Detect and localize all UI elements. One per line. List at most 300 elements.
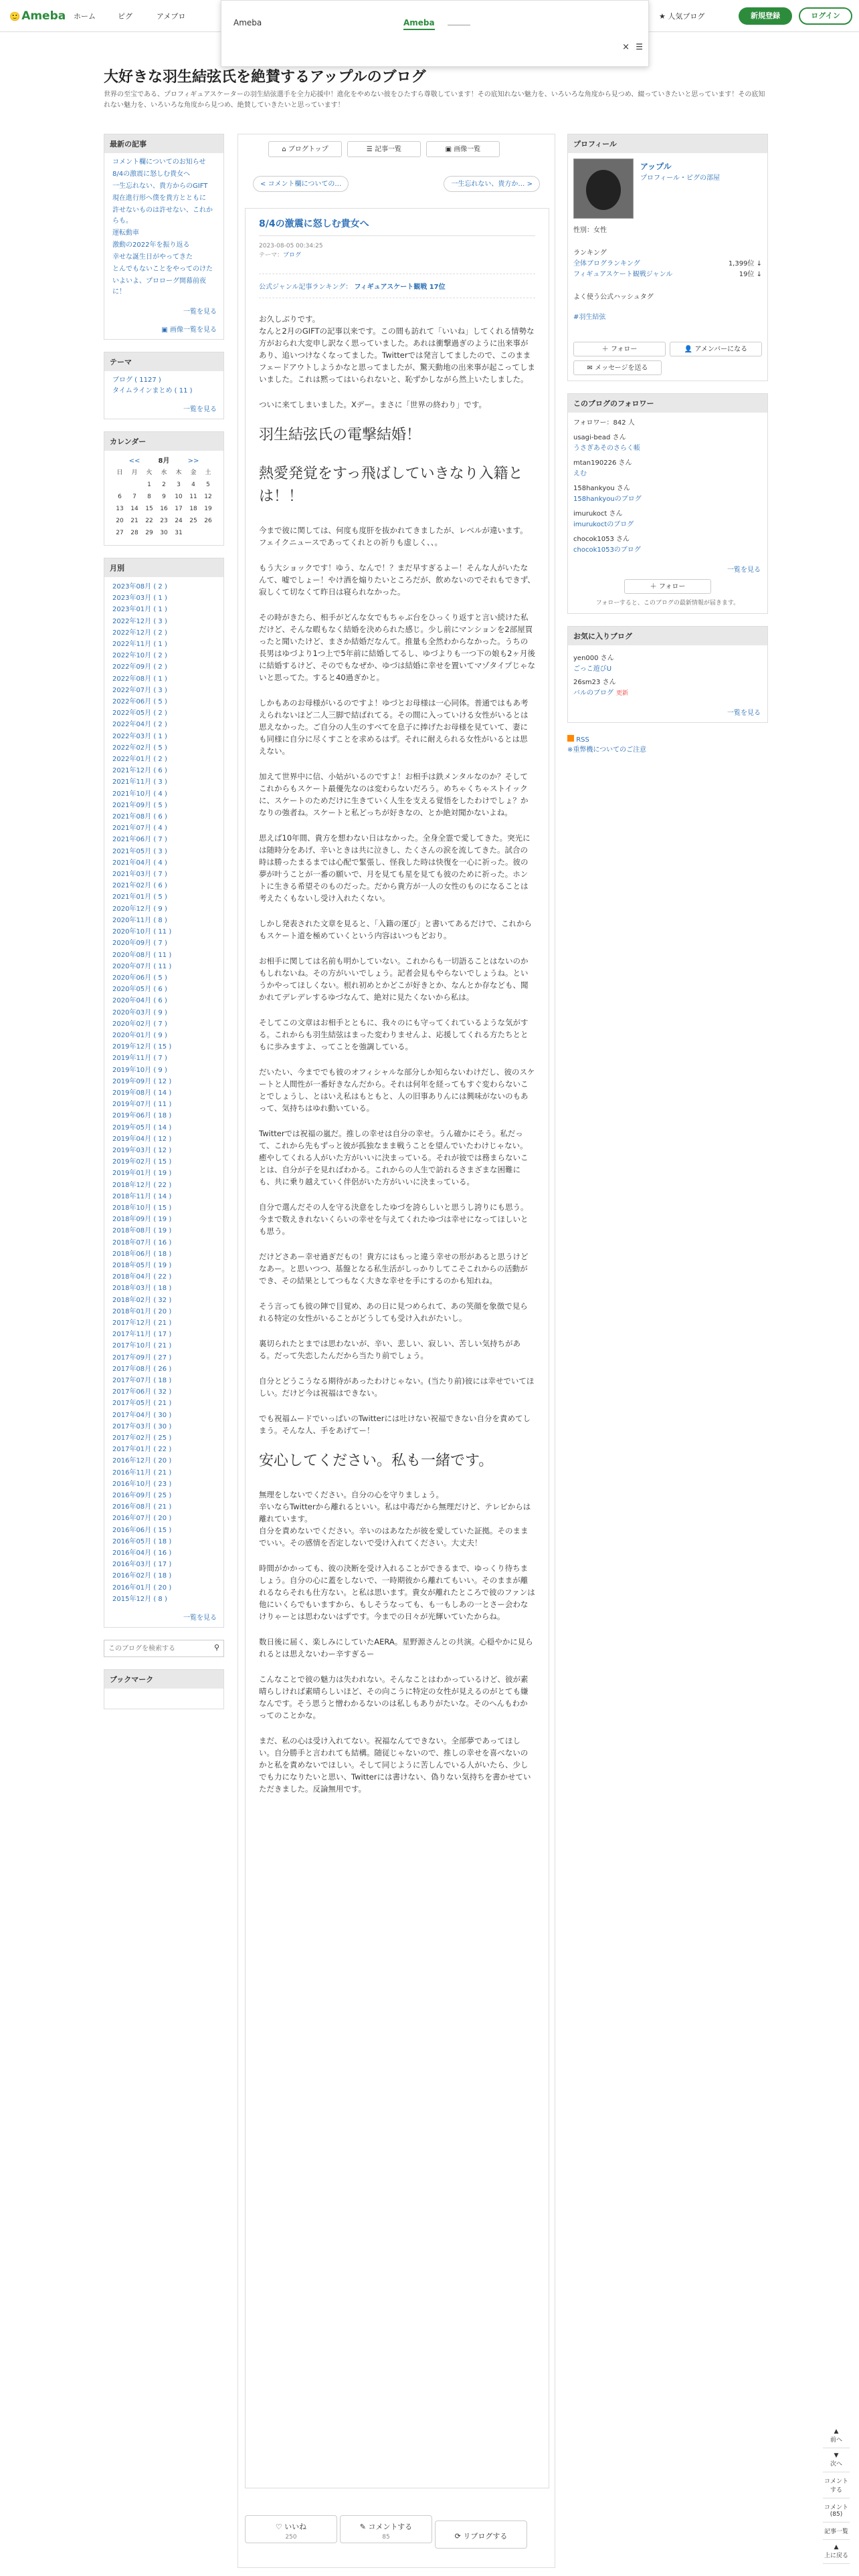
monthly-archive-item[interactable]: 2016年01月 ( 20 ) — [112, 1584, 172, 1592]
follower-name: 158hankyou さん — [573, 485, 630, 492]
search-icon[interactable]: ⚲ — [213, 1643, 219, 1652]
monthly-archive-item[interactable]: 2020年08月 ( 11 ) — [112, 951, 172, 959]
monthly-archive-item[interactable]: 2018年01月 ( 20 ) — [112, 1307, 172, 1315]
monthly-archive-item[interactable]: 2017年10月 ( 21 ) — [112, 1342, 172, 1350]
theme-header: テーマ — [104, 352, 223, 371]
favorites-header: お気に入りブログ — [568, 627, 767, 645]
monthly-archive-item[interactable]: 2023年01月 ( 1 ) — [112, 606, 167, 614]
monthly-archive-item[interactable]: 2017年12月 ( 21 ) — [112, 1319, 172, 1327]
follow-button[interactable]: ＋ フォロー — [573, 342, 666, 356]
monthly-archive-item[interactable]: 2019年07月 ( 11 ) — [112, 1101, 172, 1109]
monthly-archive-item[interactable]: 2016年09月 ( 25 ) — [112, 1492, 172, 1500]
follower-name: mtan190226 さん — [573, 459, 632, 467]
monthly-archive-item[interactable]: 2018年05月 ( 19 ) — [112, 1261, 172, 1269]
calendar-weekday: 木 — [175, 469, 182, 476]
calendar-day[interactable]: 23 — [160, 518, 168, 524]
profile-body — [568, 153, 767, 381]
image-list-button[interactable]: ▣ 画像一覧 — [426, 141, 500, 157]
monthly-archive-item[interactable]: 2021年01月 ( 5 ) — [112, 893, 167, 901]
calendar-day[interactable]: 27 — [116, 530, 124, 536]
article-heading: 安心してください。私も一緒です。 — [259, 1453, 494, 1469]
blog-description: 世界の至宝である、プロフィギュアスケーターの羽生結弦選手を全力応援中！進化をやめない彼をひたすら尊敬しています！その底知れない魅力を、いろいろな角度から見つめ、綴っていきたいと思っています！その底知れない魅力を、いろいろな角度から見つめ、絶賛していきたいと思っています！ — [104, 91, 765, 109]
calendar-day[interactable]: 21 — [130, 518, 138, 524]
article-heading: 熱愛発覚をすっ飛ばしていきなり入籍とは！！ — [259, 465, 523, 505]
calendar-next[interactable]: >> — [187, 457, 199, 465]
monthly-archive-item[interactable]: 2016年08月 ( 21 ) — [112, 1503, 172, 1511]
bookmark-header: ブックマーク — [104, 1670, 223, 1689]
recent-posts-box — [104, 134, 224, 340]
monthly-archive-item[interactable]: 2016年11月 ( 21 ) — [112, 1469, 172, 1477]
article-paragraph: その時がきたら、相手がどんな女でもちゃぶ台をひっくり返すと言い続けた私だけど、そんな暇もなく結婚を決められた感じ。少し前にマンションを2部屋買ったと聞いたけど、まさか結婚だなんて。推量も全然わからなかった。うちの長男はゆづより1つ上で5年前に結婚してるし、ゆづよりも一つ下の娘も2ヶ月後に結婚するけど、そのでもなぜか、ゆづは結婚に幸せを置いてマゾタイプじゃないと思ってた。すると40過ぎかと。 — [259, 613, 535, 682]
follower-blog[interactable]: えむ — [573, 470, 587, 477]
monthly-archive-item[interactable]: 2019年09月 ( 12 ) — [112, 1077, 172, 1085]
article-body-2 — [259, 524, 535, 1436]
monthly-archive-item[interactable]: 2018年12月 ( 22 ) — [112, 1181, 172, 1189]
monthly-archive-item[interactable]: 2021年07月 ( 4 ) — [112, 825, 167, 833]
hashtag-link[interactable]: #羽生結弦 — [573, 314, 606, 321]
monthly-archive-item[interactable]: 2017年09月 ( 27 ) — [112, 1354, 172, 1362]
genre-ranking: 公式ジャンル記事ランキング： フィギュアスケート観戦 17位 — [259, 274, 535, 298]
recent-more-link[interactable]: 一覧を見る — [183, 308, 217, 316]
monthly-archive-item[interactable]: 2021年12月 ( 6 ) — [112, 767, 167, 775]
calendar-weekday: 火 — [146, 469, 153, 476]
article-paragraph: しかもあのお母様がいるのですよ！ゆづとお母様は一心同体。普通ではもあ考えられないほど二人三脚で結ばれてる。その間に入っていける女性がいるとは思えなかった。ご自分の人生のすべてを息子に捧げたお母様を見ていて、妻にも同様に自分に尽くすことを求めるはず。それに耐えられる女性がいるとは思えない。 — [259, 698, 529, 756]
calendar-day[interactable]: 5 — [206, 481, 210, 488]
recent-post-item[interactable]: 現在進行形へ僕を貴方とともに — [112, 195, 206, 202]
monthly-box — [104, 558, 224, 1628]
monthly-archive-item[interactable]: 2019年03月 ( 12 ) — [112, 1146, 172, 1154]
blog-top-button[interactable]: ⌂ ブログトップ — [268, 141, 342, 157]
favorite-name: 26sm23 さん — [573, 679, 616, 686]
member-button[interactable]: 👤 アメンバーになる — [670, 342, 762, 356]
monthly-archive-item[interactable]: 2017年01月 ( 22 ) — [112, 1446, 172, 1454]
calendar-day[interactable]: 8 — [147, 494, 151, 500]
article-paragraph: でも祝福ムードでいっぱいのTwitterには吐けない祝福できない自分を責めてしまう。そんな人、手をあげてー！ — [259, 1414, 531, 1435]
follower-name: imurukoct さん — [573, 510, 623, 518]
article-paragraph: だけどさあー幸せ過ぎだもの！貴方にはもっと違う幸せの形があると思うけどなあー。と思いつつ、基盤となる私生活がしっかりしてこそこれからの活動ができ、その結果としてつもなく大きな幸せを手にするのかも知れね。 — [259, 1252, 529, 1285]
monthly-archive-item[interactable]: 2022年05月 ( 2 ) — [112, 710, 167, 718]
article-meta — [259, 241, 535, 260]
comment-count-nav[interactable]: コメント(85) — [823, 2498, 850, 2523]
calendar-day[interactable]: 31 — [175, 530, 183, 536]
article-paragraph: まだ、私の心は受け入れてない。祝福なんてできない。全部夢であってほしい。自分勝手と言われても結構。随従じゃないので、推しの幸せを喜べないのかと私を責めないでほしい。そして同じように苦しんでいる人がいたら、少しでも力になりたいと思い、Twitterには書けない、偽りない気持ちを書かせていただきました。反論無用です。 — [259, 1736, 531, 1794]
ranking-genre: フィギュアスケート観戦ジャンル 19位 ↓ — [573, 270, 762, 280]
ameba-logo[interactable]: 🙂 Ameba — [9, 9, 66, 23]
nav-pigg[interactable]: ピグ — [118, 12, 132, 21]
image-more-link[interactable] — [104, 321, 223, 339]
monthly-archive-item[interactable]: 2020年02月 ( 7 ) — [112, 1020, 167, 1028]
calendar-month: 8月 — [158, 457, 170, 465]
calendar-day — [113, 479, 126, 490]
monthly-archive-item[interactable]: 2022年01月 ( 2 ) — [112, 756, 167, 764]
reblog-icon: ⟳ — [454, 2532, 464, 2541]
monthly-archive-item[interactable]: 2022年09月 ( 2 ) — [112, 663, 167, 671]
monthly-archive-item[interactable]: 2016年07月 ( 20 ) — [112, 1515, 172, 1523]
favorite-name: yen000 さん — [573, 655, 614, 662]
favorite-blog[interactable]: ごっこ遊びU — [573, 665, 612, 673]
right-sidebar — [567, 134, 768, 755]
recent-post-item[interactable]: コメント欄についてのお知らせ — [112, 158, 206, 166]
monthly-archive-item[interactable]: 2022年07月 ( 3 ) — [112, 686, 167, 694]
monthly-archive-item[interactable]: 2018年02月 ( 32 ) — [112, 1296, 172, 1304]
monthly-archive-item[interactable]: 2016年05月 ( 18 ) — [112, 1537, 172, 1545]
article — [245, 208, 549, 2488]
follower-blog[interactable]: うさぎあそのさらく帳 — [573, 445, 640, 452]
calendar-day[interactable]: 6 — [118, 494, 122, 500]
follower-item[interactable] — [573, 509, 762, 530]
monthly-archive-item[interactable]: 2019年11月 ( 7 ) — [112, 1055, 167, 1063]
monthly-archive-item[interactable]: 2020年05月 ( 6 ) — [112, 986, 167, 994]
next-nav[interactable]: ▼ 次へ — [823, 2448, 850, 2472]
calendar-day — [128, 479, 141, 490]
monthly-archive-item[interactable]: 2022年12月 ( 3 ) — [112, 617, 167, 625]
genre-ranking-link[interactable]: フィギュアスケート観戦 17位 — [354, 284, 446, 291]
monthly-archive-item[interactable]: 2020年10月 ( 11 ) — [112, 928, 172, 936]
calendar-day[interactable]: 25 — [189, 518, 197, 524]
calendar-day[interactable]: 9 — [162, 494, 166, 500]
theme-item[interactable]: ブログ ( 1127 ) — [112, 377, 161, 384]
recent-post-item[interactable]: 8/4の激震に怒しむ貴女へ — [112, 171, 191, 178]
article-date: 2023-08-05 00:34:25 — [259, 243, 323, 249]
prev-article-link[interactable]: < コメント欄についての… — [253, 176, 349, 192]
recent-post-item[interactable]: 幸せな誕生日がやってきた — [112, 253, 193, 261]
article-paragraph: 加えて世界中に信、小姑がいるのですよ！お相手は鉄メンタルなのか？そしてこれからもスケート最優先なのは変わらないだろう。めちゃくちゃストイックに、スケートのためだけに生きていく人生を支える覚悟をしたわけでしょ？かなりの強者ね。スケートと私どっちが好きなの、とか絶対聞かないよね。 — [259, 772, 529, 817]
monthly-more-link[interactable]: 一覧を見る — [183, 1614, 217, 1622]
monthly-archive-item[interactable]: 2016年04月 ( 16 ) — [112, 1549, 172, 1558]
avatar[interactable] — [573, 158, 634, 219]
next-article-link[interactable]: 一生忘れない、貴方か… > — [444, 176, 540, 192]
calendar-day[interactable]: 7 — [132, 494, 136, 500]
recent-posts-header: 最新の記事 — [104, 134, 223, 153]
monthly-archive-item[interactable]: 2020年06月 ( 5 ) — [112, 974, 167, 982]
theme-link[interactable]: ブログ — [283, 252, 302, 259]
monthly-archive-item[interactable]: 2016年12月 ( 20 ) — [112, 1457, 172, 1465]
follow-button-2[interactable]: ＋ フォロー — [624, 579, 711, 594]
monthly-archive-item[interactable]: 2016年06月 ( 15 ) — [112, 1526, 172, 1534]
article-paragraph: 裏切られたとまでは思わないが、辛い、悲しい、寂しい、苦しい気持ちがある。だって失恋したんだから当たり前でしょう。 — [259, 1339, 520, 1360]
theme-more-link[interactable]: 一覧を見る — [183, 406, 217, 413]
hashtag-label: よく使う公式ハッシュタグ — [573, 294, 654, 301]
calendar-day[interactable]: 30 — [160, 530, 168, 536]
blog-title[interactable]: 大好きな羽生結弦氏を絶賛するアップルのブログ — [104, 69, 426, 86]
monthly-archive-item[interactable]: 2023年03月 ( 1 ) — [112, 595, 167, 603]
monthly-archive-item[interactable]: 2022年02月 ( 5 ) — [112, 744, 167, 752]
rss-note[interactable]: ※重弊機についてのご注意 — [567, 746, 647, 754]
rss-link[interactable]: RSS — [576, 736, 589, 744]
monthly-archive-item[interactable]: 2020年09月 ( 7 ) — [112, 940, 167, 948]
monthly-archive-item[interactable]: 2018年08月 ( 19 ) — [112, 1227, 172, 1235]
article-title[interactable]: 8/4の激震に怒しむ貴女へ — [259, 217, 535, 236]
article-paragraph: 自分で選んだその人を守る決意をしたゆづを誇らしいと思うし誇りにも思う。今まで数えきれないくらいの幸せを与えてくれたゆづは幸せになってほしいとも思う。 — [259, 1202, 529, 1236]
monthly-archive-item[interactable]: 2022年12月 ( 2 ) — [112, 629, 167, 637]
theme-list — [104, 371, 223, 401]
calendar-day[interactable]: 15 — [145, 506, 153, 512]
monthly-archive-item[interactable]: 2019年02月 ( 15 ) — [112, 1158, 172, 1166]
like-button[interactable]: ♡ いいね 250 — [245, 2515, 337, 2543]
article-paragraph: Twitterでは祝福の嵐だ。推しの幸せは自分の幸せ。うん確かにそう。私だって、これから先もずっと彼が孤独なまま戦うことを望んでいたわけじゃない。癒やしてくれる人がいた方がいいに決まっている。それが彼では務まらないことは、自分が子を見ればわかる。これからの人生で訪れるさまざまな困難にも、共に乗り越えていく伴侶がいた方がいいに決まっている。 — [259, 1129, 529, 1186]
calendar-day[interactable]: 18 — [189, 506, 197, 512]
calendar-header: カレンダー — [104, 432, 223, 451]
ranking-all: 全体ブログランキング 1,399位 ↓ — [573, 259, 762, 270]
menu-icon[interactable]: ☰ — [636, 42, 643, 51]
like-count: 250 — [285, 2534, 297, 2541]
article-list-nav[interactable]: 記事一覧 — [823, 2523, 850, 2540]
article-paragraph: 無理をしないでください。自分の心を守りましょう。 辛いならTwitterから離れるといい。私は中毒だから無理だけど、テレビからは離れています。 自分を責めないでください。辛いのはあなたが彼を愛していた証拠。そのままでいい。その感情を否定しないで受け入れてください。大丈夫！ — [259, 1490, 531, 1547]
monthly-archive-item[interactable]: 2019年05月 ( 14 ) — [112, 1123, 172, 1132]
calendar-day[interactable]: 22 — [145, 518, 153, 524]
article-paragraph: そしてこの文章はお相手とともに、我々のにも守ってくれているような気がする。これからも羽生結弦はまった変わりませんよ、応援してくれる方たちとともに歩みますよ、ってことを強調している。 — [259, 1018, 529, 1051]
followers-box — [567, 393, 768, 614]
monthly-archive-item[interactable]: 2020年04月 ( 6 ) — [112, 997, 167, 1005]
ranking-genre-link[interactable]: フィギュアスケート観戦ジャンル — [573, 271, 673, 278]
monthly-archive-item[interactable]: 2016年10月 ( 23 ) — [112, 1480, 172, 1488]
monthly-archive-item[interactable]: 2017年08月 ( 26 ) — [112, 1365, 172, 1373]
calendar-day[interactable]: 26 — [204, 518, 212, 524]
monthly-archive-item[interactable]: 2023年08月 ( 2 ) — [112, 583, 167, 591]
article-actions — [245, 2515, 549, 2549]
calendar-day[interactable]: 10 — [175, 494, 183, 500]
monthly-archive-item[interactable]: 2017年06月 ( 32 ) — [112, 1388, 172, 1396]
recent-post-item[interactable]: とんでもないことをやってのけた — [112, 265, 213, 273]
monthly-archive-item[interactable]: 2018年04月 ( 22 ) — [112, 1273, 172, 1281]
monthly-archive-item[interactable]: 2016年02月 ( 18 ) — [112, 1572, 172, 1580]
theme-box — [104, 352, 224, 419]
favorite-item[interactable] — [573, 653, 762, 675]
follower-name: chocok1053 さん — [573, 536, 630, 543]
monthly-archive-item[interactable]: 2021年06月 ( 7 ) — [112, 836, 167, 844]
followers-header: このブログのフォロワー — [568, 394, 767, 413]
calendar-weekday: 水 — [161, 469, 167, 476]
article-paragraph: もう大ショックです！ゆう、なんで！？まだ早すぎるよー！そんな人がいたなんて、嘘でしょー！やけ酒を煽りたいところだが、飲めないのでそれもできず、寂しくて切なくて昨日は寝られなかった。 — [259, 563, 535, 597]
monthly-archive-item[interactable]: 2021年09月 ( 5 ) — [112, 801, 167, 809]
calendar-day[interactable]: 16 — [160, 506, 168, 512]
monthly-archive-item[interactable]: 2017年04月 ( 30 ) — [112, 1411, 172, 1419]
calendar-day[interactable]: 13 — [116, 506, 124, 512]
prev-nav[interactable]: ▲ 前へ — [823, 2424, 850, 2448]
monthly-archive-item[interactable]: 2017年11月 ( 17 ) — [112, 1331, 172, 1339]
calendar-day[interactable]: 2 — [162, 481, 166, 488]
monthly-archive-item[interactable]: 2018年07月 ( 16 ) — [112, 1239, 172, 1247]
followers-more-link[interactable]: 一覧を見る — [727, 566, 761, 574]
calendar-day[interactable]: 24 — [175, 518, 183, 524]
article-paragraph: そう言っても彼の陣で目覚め、あの日に見つめられて、あの笑顔を象徴で見られる特定の女性がいることがどうしても受け入れがたいし。 — [259, 1301, 528, 1323]
nav-home[interactable]: ホーム — [74, 12, 96, 21]
monthly-archive-item[interactable]: 2018年06月 ( 18 ) — [112, 1250, 172, 1258]
calendar-weekday: 金 — [190, 469, 197, 476]
article-paragraph: 自分とどうこうなる期待があったわけじゃない。(当たり前)彼には幸せでいてほしい。だけど今は祝福はできない。 — [259, 1376, 535, 1398]
article-paragraph: こんなことで彼の魅力は失われない。そんなことはわかっているけど、彼が素晴らしければ素晴らしいほど、その向こうに特定の女性が見えるのがとても嫌なんです。そう思うと憎わかるないのは私しもありがたいな。そのへんもわかってのことかな。 — [259, 1675, 529, 1720]
recent-post-item[interactable]: いよいよ、プロローグ開幕前夜に！ — [112, 278, 206, 296]
monthly-archive-item[interactable]: 2017年02月 ( 25 ) — [112, 1434, 172, 1442]
follower-item[interactable] — [573, 534, 762, 556]
profile-links[interactable]: プロフィール・ピグの部屋 — [640, 175, 720, 182]
comment-nav[interactable]: コメントする — [823, 2472, 850, 2498]
favorite-blog[interactable]: バルのブログ — [573, 689, 613, 697]
monthly-archive-item[interactable]: 2020年12月 ( 9 ) — [112, 905, 167, 913]
monthly-archive-item[interactable]: 2016年03月 ( 17 ) — [112, 1561, 172, 1569]
monthly-archive-item[interactable]: 2019年10月 ( 9 ) — [112, 1066, 167, 1074]
calendar-table — [112, 466, 216, 540]
floating-nav — [823, 2424, 850, 2564]
calendar-weekday: 月 — [131, 469, 138, 476]
calendar-nav — [104, 451, 223, 466]
monthly-archive-item[interactable]: 2019年12月 ( 15 ) — [112, 1043, 172, 1051]
favorites-more-link[interactable]: 一覧を見る — [727, 710, 761, 717]
monthly-archive-item[interactable]: 2022年06月 ( 5 ) — [112, 698, 167, 706]
article-paragraph: 数日後に届く、楽しみにしていたAERA。星野源さんとの共演。心穏やかに見られるとは思えないわー辛すぎるー — [259, 1637, 533, 1658]
monthly-archive-item[interactable]: 2021年04月 ( 4 ) — [112, 859, 167, 867]
calendar-day[interactable]: 28 — [130, 530, 138, 536]
profile-box — [567, 134, 768, 381]
follower-item[interactable] — [573, 433, 762, 454]
rss-icon — [567, 735, 574, 742]
calendar-day[interactable]: 29 — [145, 530, 153, 536]
followers-list — [568, 413, 767, 561]
article-paragraph: 思えば10年間、貴方を想わない日はなかった。全身全霊で愛してきた。突光には随時分をあげ、辛いときは共に泣きし、たくさんの涙を流してきた。試合の時は勝ったまるまでは心配で緊張し、怪我した時は快復を一心に祈った。彼の夢が叶うことが一番の願いで、月を見ても星を見ても彼のために祈った。ホントに生きる希望そのものだった。だから貴方が一人の女性のものになることは考えたくもないし受け入れたくない。 — [259, 833, 531, 903]
comment-count: 85 — [382, 2534, 390, 2541]
favorite-item[interactable] — [573, 677, 762, 699]
monthly-archive-item[interactable]: 2019年04月 ( 12 ) — [112, 1135, 172, 1143]
monthly-archive-item[interactable]: 2019年08月 ( 14 ) — [112, 1089, 172, 1097]
monthly-archive-item[interactable]: 2018年09月 ( 19 ) — [112, 1216, 172, 1224]
favorites-box — [567, 626, 768, 723]
monthly-archive-item[interactable]: 2021年03月 ( 7 ) — [112, 871, 167, 879]
calendar-prev[interactable]: << — [128, 457, 140, 465]
calendar-box — [104, 431, 224, 546]
follower-blog[interactable]: imurukoctのブログ — [573, 521, 634, 528]
profile-header: プロフィール — [568, 134, 767, 153]
signup-button[interactable]: 新規登録 — [739, 7, 792, 25]
profile-name[interactable]: アップル — [640, 162, 672, 171]
popup-brand[interactable]: Ameba — [403, 18, 435, 30]
calendar-day — [187, 528, 200, 538]
article-heading: 羽生結弦氏の電撃結婚！ — [259, 427, 421, 443]
close-icon[interactable]: × — [622, 42, 630, 52]
monthly-archive-item[interactable]: 2017年05月 ( 21 ) — [112, 1400, 172, 1408]
calendar-day[interactable]: 11 — [189, 494, 197, 500]
monthly-archive-item[interactable]: 2019年06月 ( 18 ) — [112, 1112, 172, 1120]
reblog-button[interactable]: ⟳ リブログする — [435, 2520, 527, 2549]
ranking-label: ランキング — [573, 249, 607, 257]
calendar-day[interactable]: 3 — [177, 481, 181, 488]
theme-item[interactable]: タイムラインまとめ ( 11 ) — [112, 387, 193, 395]
profile-gender: 性別：女性 — [573, 227, 607, 234]
left-sidebar — [104, 134, 224, 1721]
calendar-weekday: 日 — [116, 469, 123, 476]
monthly-archive-item[interactable]: 2022年04月 ( 2 ) — [112, 721, 167, 729]
popup-title: Ameba — [233, 18, 262, 27]
monthly-archive-item[interactable]: 2020年11月 ( 8 ) — [112, 916, 167, 924]
monthly-archive-item[interactable]: 2019年01月 ( 19 ) — [112, 1170, 172, 1178]
follower-count: フォロワー：842 人 — [573, 419, 635, 427]
comment-icon: ✎ — [359, 2523, 369, 2531]
message-button[interactable]: ✉ メッセージを送る — [573, 360, 662, 375]
article-paragraph: お久しぶりです。 なんと2月のGIFTの記事以来です。この間も訪れて「いいね」してくれる情勢な方がおられ大変申し訳なく思っていました。あれは衝撃過ぎのように出来事があり、追いつけなくなってました。Twitterでは発言してましたので、このままフェードアウトしようかなと思ってましたが、驚天動地の出来事が起こってしまいました。これは黙ってはいられないと、恥ずかしながら然上いたしました。 — [259, 314, 535, 384]
recent-post-item[interactable]: 激動の2022年を振り返る — [112, 241, 190, 249]
monthly-archive-item[interactable]: 2017年07月 ( 18 ) — [112, 1377, 172, 1385]
image-more-label: 画像一覧を見る — [170, 326, 217, 334]
monthly-archive-item[interactable]: 2022年08月 ( 1 ) — [112, 675, 167, 683]
popular-blog-label: 人気ブログ — [668, 12, 705, 21]
monthly-archive-item[interactable]: 2018年11月 ( 14 ) — [112, 1192, 172, 1200]
monthly-archive-item[interactable]: 2017年03月 ( 30 ) — [112, 1422, 172, 1430]
calendar-day[interactable]: 20 — [116, 518, 124, 524]
bookmark-box — [104, 1669, 224, 1709]
article-paragraph: ついに来てしまいました。Xデー。まさに「世界の終わり」です。 — [259, 400, 486, 409]
article-body-3 — [259, 1489, 535, 1795]
article-paragraph: しかし発表された文章を見ると、「入籍の運び」と書いてあるだけで、これからもスケート道を極めていくという内容はいつもどおり。 — [259, 919, 533, 940]
follower-name: usagi-bead さん — [573, 434, 626, 441]
follower-blog[interactable]: 158hankyouのブログ — [573, 496, 642, 503]
blog-search — [104, 1640, 224, 1657]
monthly-archive-item[interactable]: 2021年05月 ( 3 ) — [112, 847, 167, 855]
image-icon: ▣ — [161, 326, 170, 334]
ranking-all-link[interactable]: 全体ブログランキング — [573, 260, 640, 267]
calendar-day — [201, 528, 215, 538]
update-badge: 更新 — [616, 690, 629, 697]
calendar-day[interactable]: 1 — [147, 481, 151, 488]
nav-ameblo[interactable]: アメブロ — [157, 12, 186, 21]
follower-item[interactable] — [573, 484, 762, 505]
monthly-archive-item[interactable]: 2021年11月 ( 3 ) — [112, 778, 167, 786]
monthly-archive-item[interactable]: 2018年03月 ( 18 ) — [112, 1285, 172, 1293]
article-list-button[interactable]: ☰ 記事一覧 — [347, 141, 421, 157]
monthly-archive-item[interactable]: 2021年08月 ( 6 ) — [112, 813, 167, 821]
monthly-archive-item[interactable]: 2020年01月 ( 9 ) — [112, 1031, 167, 1039]
follow-note: フォローすると、このブログの最新情報が届きます。 — [595, 600, 740, 607]
recent-post-item[interactable]: 運転動車 — [112, 229, 139, 237]
monthly-archive-item[interactable]: 2022年11月 ( 1 ) — [112, 641, 167, 649]
blog-search-input[interactable] — [104, 1640, 205, 1656]
monthly-archive-item[interactable]: 2022年10月 ( 2 ) — [112, 652, 167, 660]
calendar-day[interactable]: 4 — [191, 481, 195, 488]
monthly-archive-item[interactable]: 2021年10月 ( 4 ) — [112, 790, 167, 798]
follower-item[interactable] — [573, 458, 762, 479]
calendar-day[interactable]: 14 — [130, 506, 138, 512]
heart-icon: ♡ — [275, 2523, 285, 2531]
monthly-header: 月別 — [104, 558, 223, 577]
back-to-top-nav[interactable]: ▲ 上に戻る — [823, 2540, 850, 2564]
article-paragraph: 時間がかかっても、彼の決断を受け入れることができるまで、ゆっくり待ちましょう。自分の心に蓋をしないで、一時期彼から離れてもいい。そのままが離れるならそれも仕方ない。と私は思います。貴女が離れたところで彼のファンは他にいくらでもいますから、もしそうなっても、も一もしあの一とさー会わなけりゃーとは思わないはずです。今までの日々が光輝いていたからね。 — [259, 1564, 535, 1621]
rss-block — [567, 735, 768, 755]
monthly-archive-item[interactable]: 2022年03月 ( 1 ) — [112, 732, 167, 740]
article-paragraph: 今まで彼に関しては、何度も度肝を抜かれてきましたが、レベルが違います。フェイクニュースであってくれとの祈りも虚しく、、。 — [259, 526, 528, 547]
monthly-archive-item[interactable]: 2018年10月 ( 15 ) — [112, 1204, 172, 1212]
article-theme: テーマ：ブログ — [259, 252, 302, 259]
favorites-list — [568, 645, 767, 704]
login-button[interactable]: ログイン — [799, 7, 852, 25]
follower-blog[interactable]: chocok1053のブログ — [573, 546, 641, 554]
calendar-day[interactable]: 12 — [204, 494, 212, 500]
monthly-archive-item[interactable]: 2015年12月 ( 8 ) — [112, 1595, 167, 1603]
popular-blog-link[interactable]: ★ 人気ブログ — [659, 12, 705, 21]
main-column — [237, 134, 555, 2568]
monthly-list — [104, 577, 223, 1609]
article-paragraph: お相手に関しては名前も明かしていない。これからも一切語ることはないのかもしれないね。その方がいいでしょう。記者会見もやらないでしょうね。というかやってほしくない。根れ初めとかどこが好きとか、なんとか存なども、聞かれてデレデレするゆづなんて、絶対に見たくないから私は。 — [259, 956, 529, 1002]
top-buttons — [268, 141, 505, 157]
monthly-archive-item[interactable]: 2021年02月 ( 6 ) — [112, 882, 167, 890]
comment-button[interactable]: ✎ コメントする 85 — [340, 2515, 432, 2543]
recent-post-item[interactable]: 一生忘れない、貴方からのGIFT — [112, 183, 208, 190]
monthly-archive-item[interactable]: 2020年03月 ( 9 ) — [112, 1008, 167, 1016]
bookmark-body — [104, 1689, 223, 1709]
recent-posts-list — [104, 153, 223, 303]
article-paragraph: だいたい、今まででも彼のオフィシャルな部分しか知らないわけだし、彼のスケートと人間性が一番好きなんだから。それは何年を経ってもすぐ変わらないことでしょうし、とはいえ私はもともと、人の旧事ありんには興味がないのもあって、気持ちはゆれ動いている。 — [259, 1067, 535, 1113]
calendar-day[interactable]: 19 — [204, 506, 212, 512]
recent-post-item[interactable]: 許せないものは許せない、これからも。 — [112, 207, 213, 225]
calendar-day[interactable]: 17 — [175, 506, 183, 512]
monthly-archive-item[interactable]: 2020年07月 ( 11 ) — [112, 962, 172, 970]
